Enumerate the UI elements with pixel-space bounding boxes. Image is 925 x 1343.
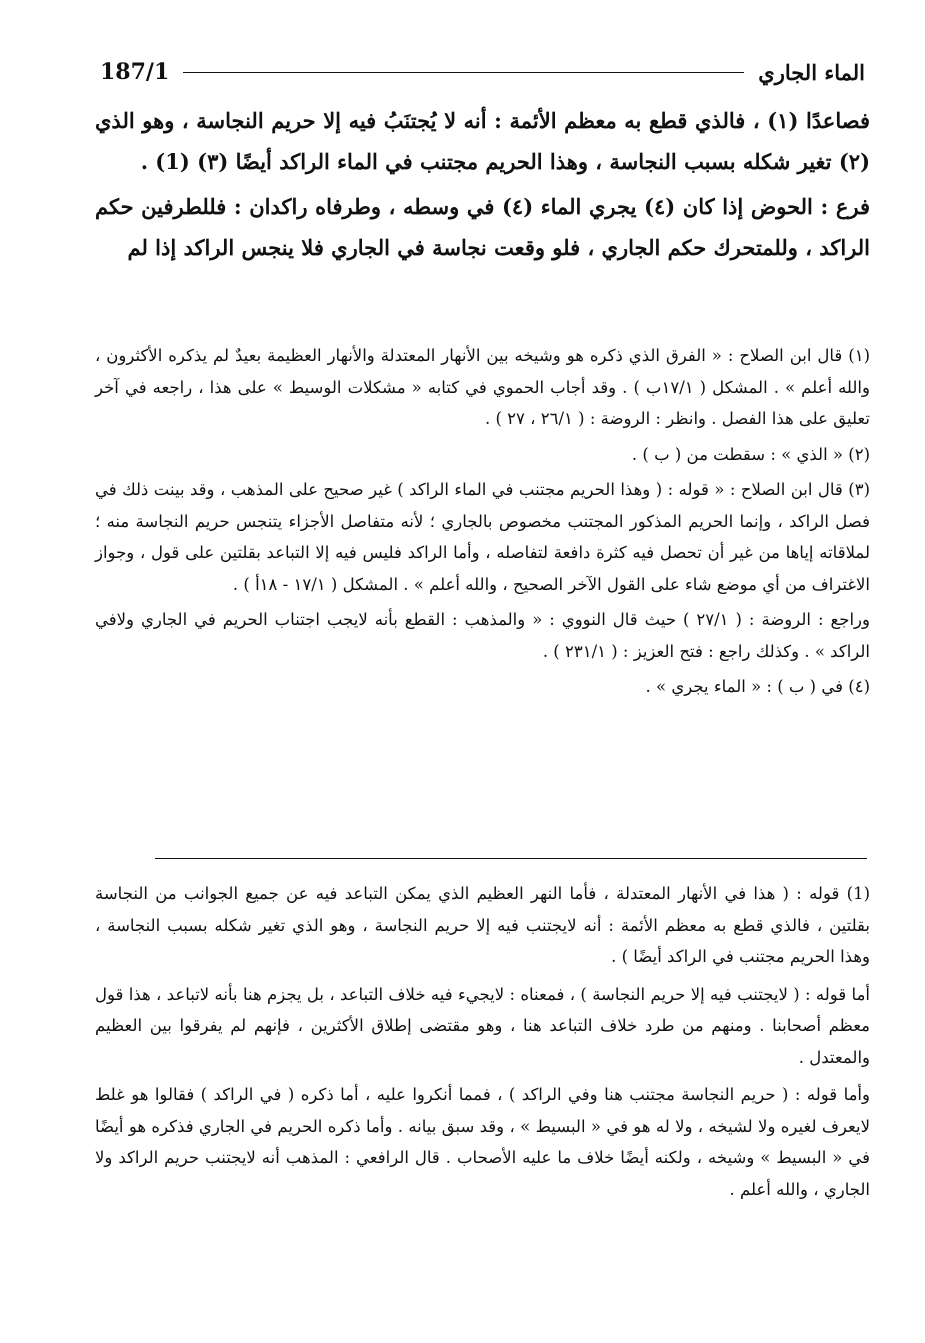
header-rule [183,72,744,73]
running-head: الماء الجاري [758,59,865,85]
footnote-1: (١) قال ابن الصلاح : « الفرق الذي ذكره هو وشيخه بين الأنهار المعتدلة والأنهار العظيمة بعيدٌ لم يذكره الأكثرون ، والله أعلم » . المشكل ( ١٧/١ب ) . وقد أجاب الحموي في كتابه « مشكلات الوسيط » على هذا ، راجعه في آخر تعليق على هذا الفصل . وانظر : الروضة : ( ٢٦/١ ، ٢٧ ) . [95,346,870,428]
page-number: 187/1 [100,59,170,85]
footnote-2: (٢) « الذي » : سقطت من ( ب ) . [631,444,870,464]
lower-footnote-paragraph-2: أما قوله : ( لايجتنب فيه إلا حريم النجاسة ) ، فمعناه : لايجيء فيه خلاف التباعد ، بل يجزم هنا بأنه لاتباعد ، هذا قول معظم أصحابنا . ومنهم من طرد خلاف التباعد هنا ، وهو مقتضى إطلاق الأكثرين ، فإنهم لم يفرقوا بين العظيم والمعتدل . [95,984,870,1067]
footnotes-lower [95,878,870,1211]
footnote-divider [155,858,867,859]
footnotes-upper [95,340,870,707]
footnote-3: (٣) قال ابن الصلاح : « قوله : ( وهذا الحريم مجتنب في الماء الراكد ) غير صحيح على المذهب ، وقد بينت ذلك في فصل الراكد ، وإنما الحريم المذكور المجتنب مخصوص بالجاري ؛ لأنه متفاصل الأجزاء يتنجس حريم النجاسة منه ؛ لملاقاته إياها من غير أن تحصل فيه كثرة دافعة لتفاصله ، وأما الراكد فليس فيه إلا التباعد بقلتين على قول ، وجواز الاغتراف من أي موضع شاء على القول الآخر الصحيح ، والله أعلم » . المشكل ( ١٧/١ - ١٨أ ) . [95,480,870,594]
page-header [100,52,865,92]
lower-footnote-1: (1) قوله : ( هذا في الأنهار المعتدلة ، فأما النهر العظيم الذي يمكن التباعد فيه عن جميع الجوانب من النجاسة بقلتين ، فالذي قطع به معظم الأئمة : أنه لايجتنب فيه إلا حريم النجاسة ، وهو الذي تغير شكله بسبب النجاسة ، وهذا الحريم مجتنب في الراكد أيضًا ) . [95,884,870,966]
footnote-4: (٤) في ( ب ) : « الماء يجري » . [645,677,870,696]
footnote-3-continued: وراجع : الروضة : ( ٢٧/١ ) حيث قال النووي : « والمذهب : القطع بأنه لايجب اجتناب الحريم في الجاري ولافي الراكد » . وكذلك راجع : فتح العزيز : ( ٢٣١/١ ) . [95,610,870,661]
main-paragraph-1: فصاعدًا (١) ، فالذي قطع به معظم الأئمة : أنه لا يُجتنَبُ فيه إلا حريم النجاسة ، وهو الذي (٢) تغير شكله بسبب النجاسة ، وهذا الحريم مجتنب في الماء الراكد أيضًا (٣) (1) . [95,108,870,174]
main-text [95,100,870,272]
lower-footnote-paragraph-3: وأما قوله : ( حريم النجاسة مجتنب هنا وفي الراكد ) ، فمما أنكروا عليه ، أما ذكره ( في الراكد ) فقالوا هو غلط لايعرف لغيره ولا لشيخه ، ولا له هو في « البسيط » ، وقد سبق بيانه . وأما ذكره الحريم في الجاري فذكره هو أيضًا في « البسيط » وشيخه ، ولكنه أيضًا خلاف ما عليه الأصحاب . قال الرافعي : المذهب أنه لايجتنب حريم الراكد ولا الجاري ، والله أعلم . [95,1085,870,1199]
main-paragraph-2: فرع : الحوض إذا كان (٤) يجري الماء (٤) في وسطه ، وطرفاه راكدان : فللطرفين حكم الراكد ، وللمتحرك حكم الجاري ، فلو وقعت نجاسة في الجاري فلا ينجس الراكد إذا لم [95,194,870,260]
